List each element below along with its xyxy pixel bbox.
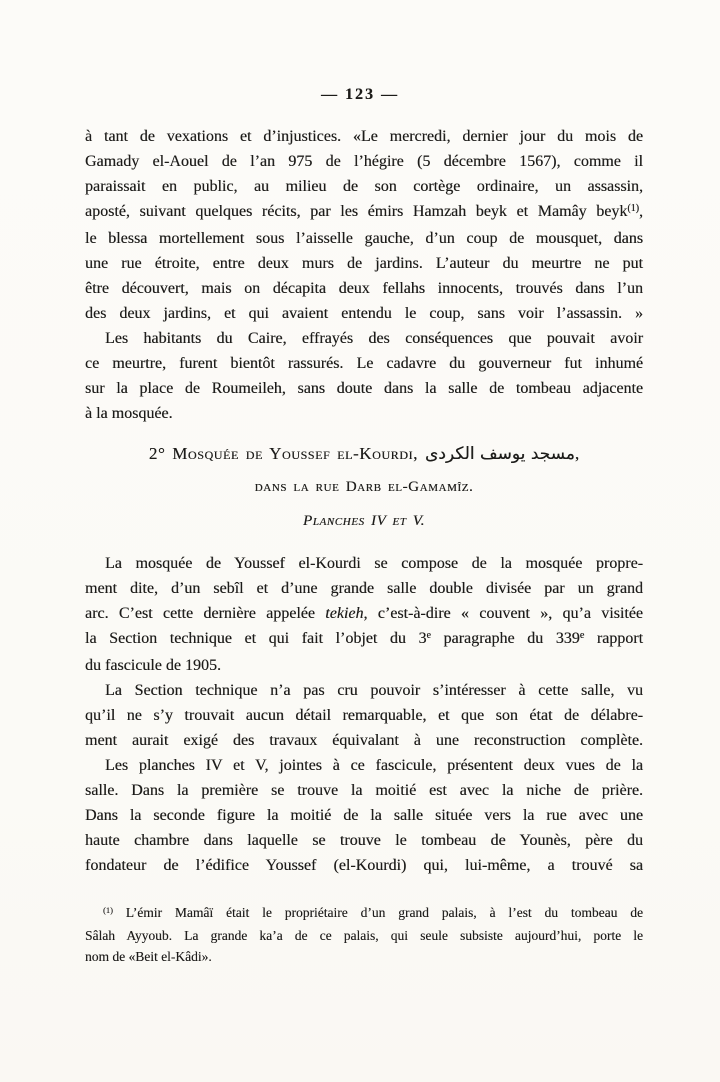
text-segment: aposté, suivant quelques récits, par les émirs Hamzah beyk et Mamây beyk (85, 203, 628, 220)
text-line (85, 351, 643, 376)
body-paragraphs-main (85, 551, 643, 878)
text-segment: des deux jardins, et qui avaient entendu le coup, sans voir l’assassin. » (85, 305, 643, 322)
text-segment: Les habitants du Caire, effrayés des conséquences que pouvait avoir (105, 330, 643, 347)
text-line (85, 753, 643, 778)
italic-term: tekieh (325, 605, 364, 622)
text-line (85, 601, 643, 626)
text-line (85, 199, 643, 226)
heading-ordinal-french: 2° Mosquée de Youssef el-Kourdi, (148, 444, 418, 463)
text-segment: ment dite, d’un sebîl et d’une grande salle double divisée par un grand (85, 580, 643, 597)
text-segment: Sâlah Ayyoub. La grande ka’a de ce palais, qui seule subsiste aujourd’hui, porte le (85, 928, 643, 943)
text-segment: paragraphe du 339 (430, 630, 580, 647)
section-heading (85, 442, 643, 531)
text-segment: une rue étroite, entre deux murs de jardins. L’auteur du meurtre ne put (85, 255, 643, 272)
heading-street-line: dans la rue Darb el-Gamamîz. (254, 479, 474, 495)
text-line (85, 174, 643, 199)
text-line (85, 226, 643, 251)
body-paragraphs-top (85, 124, 643, 426)
text-segment: être découvert, mais on décapita deux fellahs innocents, trouvés dans l’un (85, 280, 643, 297)
text-line (85, 251, 643, 276)
text-segment: ce meurtre, furent bientôt rassurés. Le cadavre du gouverneur fut inhumé (85, 355, 643, 372)
text-line (85, 678, 643, 703)
text-segment: , c’est-à-dire « couvent », qu’a visitée (363, 605, 643, 622)
superscript-marker: e (426, 630, 431, 641)
footnote (85, 902, 643, 967)
text-line (85, 301, 643, 326)
text-line (85, 149, 643, 174)
text-segment: la Section technique et qui fait l’objet du 3 (85, 630, 427, 647)
text-line (85, 653, 643, 678)
text-segment: le blessa mortellement sous l’aisselle gauche, d’un coup de mousquet, dans (85, 230, 643, 247)
text-line (85, 703, 643, 728)
superscript-marker: (1) (627, 203, 639, 214)
text-segment: Dans la seconde figure la moitié de la salle située vers la rue avec une (85, 807, 643, 824)
page-content (85, 124, 643, 967)
text-line (85, 902, 643, 925)
plates-reference: Planches IV et V. (303, 513, 425, 529)
text-segment: sur la place de Roumeileh, sans doute dans la salle de tombeau adjacente (85, 380, 643, 397)
text-segment: , (639, 203, 643, 220)
text-line (85, 376, 643, 401)
text-segment: qu’il ne s’y trouvait aucun détail remarquable, et que son état de délabre- (85, 707, 643, 724)
superscript-marker: (1) (103, 905, 113, 915)
text-segment: L’émir Mamâï était le propriétaire d’un grand palais, à l’est du tombeau de (112, 905, 643, 920)
text-line (85, 576, 643, 601)
text-segment: rapport (584, 630, 644, 647)
text-line (85, 946, 643, 967)
text-line (85, 778, 643, 803)
text-segment: La mosquée de Youssef el-Kourdi se compose de la mosquée propre- (105, 555, 643, 572)
text-line (85, 124, 643, 149)
paragraph (85, 124, 643, 326)
text-line (85, 401, 643, 426)
text-segment: La Section technique n’a pas cru pouvoir s’intéresser à cette salle, vu (105, 682, 643, 699)
text-segment: paraissait en public, au milieu de son cortège ordinaire, un assassin, (85, 178, 643, 195)
text-segment: salle. Dans la première se trouve la moitié est avec la niche de prière. (85, 782, 643, 799)
paragraph (85, 753, 643, 878)
paragraph (85, 326, 643, 426)
section-heading-title (85, 442, 643, 466)
text-segment: du fascicule de 1905. (85, 657, 221, 674)
text-segment: arc. C’est cette dernière appelée (85, 605, 326, 622)
text-line (85, 853, 643, 878)
text-line (85, 626, 643, 653)
text-line (85, 925, 643, 946)
text-line (85, 551, 643, 576)
text-line (85, 803, 643, 828)
text-segment: Les planches IV et V, jointes à ce fascicule, présentent deux vues de la (105, 757, 643, 774)
paragraph (85, 678, 643, 753)
superscript-marker: e (579, 630, 585, 641)
text-line (85, 828, 643, 853)
text-segment: nom de «Beit el-Kâdi». (85, 949, 212, 964)
heading-trailing-comma: , (574, 444, 580, 463)
text-line (85, 326, 643, 351)
text-line (85, 276, 643, 301)
text-segment: à la mosquée. (85, 405, 173, 422)
paragraph (85, 902, 643, 967)
text-line (85, 728, 643, 753)
text-segment: à tant de vexations et d’injustices. «Le mercredi, dernier jour du mois de (85, 128, 643, 145)
page-number: — 123 — (321, 86, 399, 103)
text-segment: fondateur de l’édifice Youssef (el-Kourdi) qui, lui-même, a trouvé sa (85, 857, 643, 874)
text-segment: haute chambre dans laquelle se trouve le tombeau de Younès, père du (85, 832, 643, 849)
heading-arabic-title: مسجد يوسف الكردى (424, 444, 575, 464)
text-segment: ment aurait exigé des travaux équivalant à une reconstruction complète. (85, 732, 643, 749)
text-segment: Gamady el-Aouel de l’an 975 de l’hégire (5 décembre 1567), comme il (85, 153, 643, 170)
paragraph (85, 551, 643, 678)
